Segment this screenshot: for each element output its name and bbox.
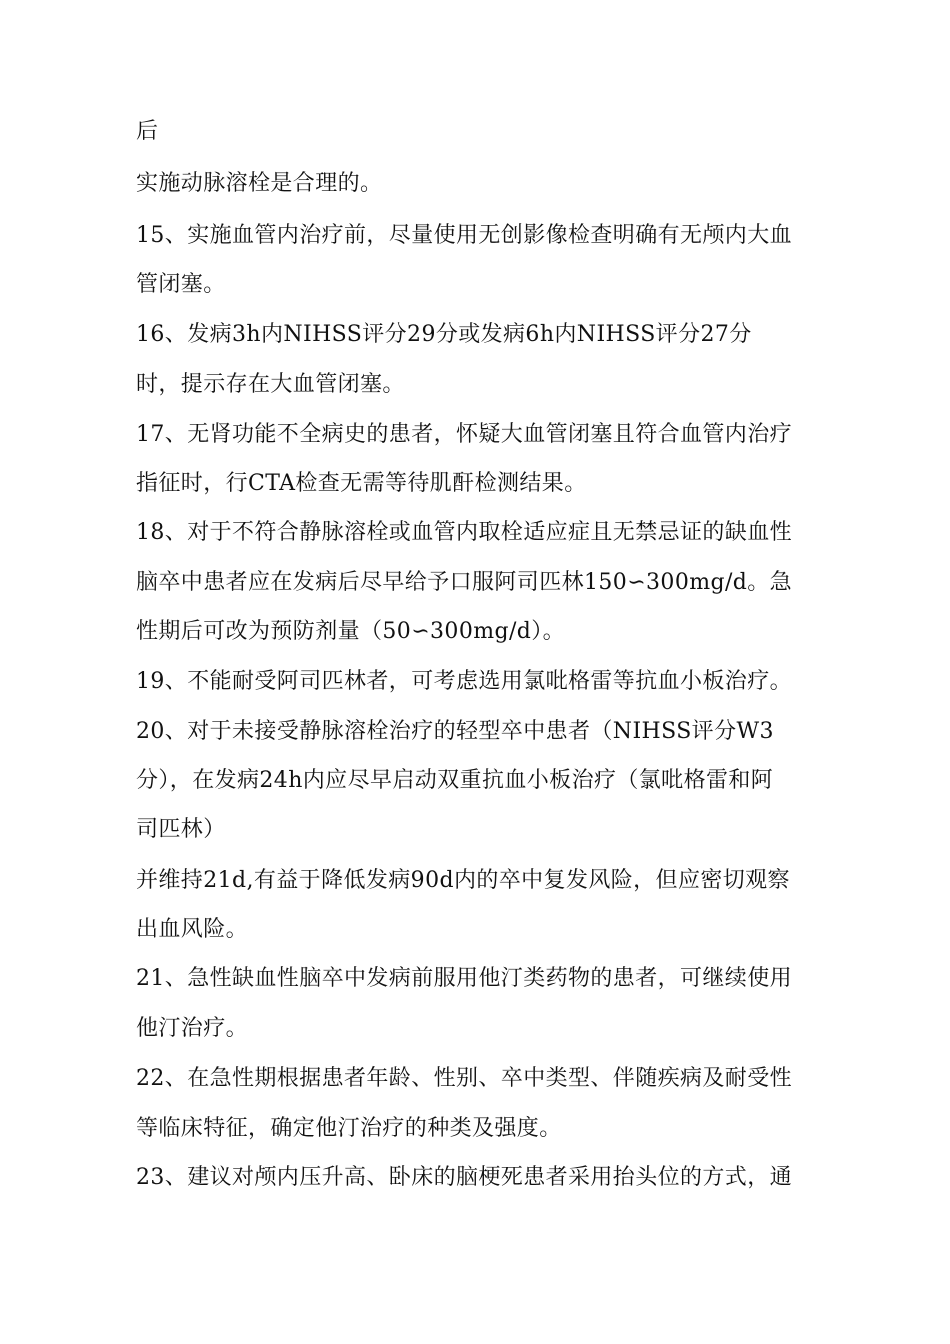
text-line: 并维持21d,有益于降低发病90d内的卒中复发风险，但应密切观察 bbox=[136, 868, 790, 893]
text-line: 他汀治疗。 bbox=[136, 1016, 249, 1041]
text-line: 18、对于不符合静脉溶栓或血管内取栓适应症且无禁忌证的缺血性 bbox=[136, 520, 792, 545]
text-line: 分），在发病24h内应尽早启动双重抗血小板治疗（氯吡格雷和阿 bbox=[136, 768, 774, 793]
text-line: 等临床特征，确定他汀治疗的种类及强度。 bbox=[136, 1116, 562, 1141]
text-line: 20、对于未接受静脉溶栓治疗的轻型卒中患者（NIHSS评分W3 bbox=[136, 719, 774, 744]
text-line: 15、实施血管内治疗前，尽量使用无创影像检查明确有无颅内大血 bbox=[136, 223, 792, 248]
text-line: 17、无肾功能不全病史的患者，怀疑大血管闭塞且符合血管内治疗 bbox=[136, 422, 792, 447]
text-line: 后 bbox=[136, 119, 159, 144]
text-line: 指征时，行CTA检查无需等待肌酐检测结果。 bbox=[136, 471, 587, 496]
text-line: 22、在急性期根据患者年龄、性别、卒中类型、伴随疾病及耐受性 bbox=[136, 1066, 792, 1091]
text-line: 出血风险。 bbox=[136, 917, 249, 942]
text-line: 23、建议对颅内压升高、卧床的脑梗死患者采用抬头位的方式，通 bbox=[136, 1165, 792, 1190]
text-line: 19、不能耐受阿司匹林者，可考虑选用氯吡格雷等抗血小板治疗。 bbox=[136, 669, 792, 694]
text-line: 21、急性缺血性脑卒中发病前服用他汀类药物的患者，可继续使用 bbox=[136, 966, 792, 991]
text-line: 实施动脉溶栓是合理的。 bbox=[136, 171, 383, 196]
text-line: 脑卒中患者应在发病后尽早给予口服阿司匹林150∽300mg/d。急 bbox=[136, 570, 793, 595]
text-line: 司匹林） bbox=[136, 817, 226, 842]
text-line: 16、发病3h内NIHSS评分29分或发病6h内NIHSS评分27分 bbox=[136, 322, 752, 347]
text-line: 管闭塞。 bbox=[136, 272, 226, 297]
text-line: 时，提示存在大血管闭塞。 bbox=[136, 372, 405, 397]
text-line: 性期后可改为预防剂量（50∽300mg/d）。 bbox=[136, 619, 566, 644]
